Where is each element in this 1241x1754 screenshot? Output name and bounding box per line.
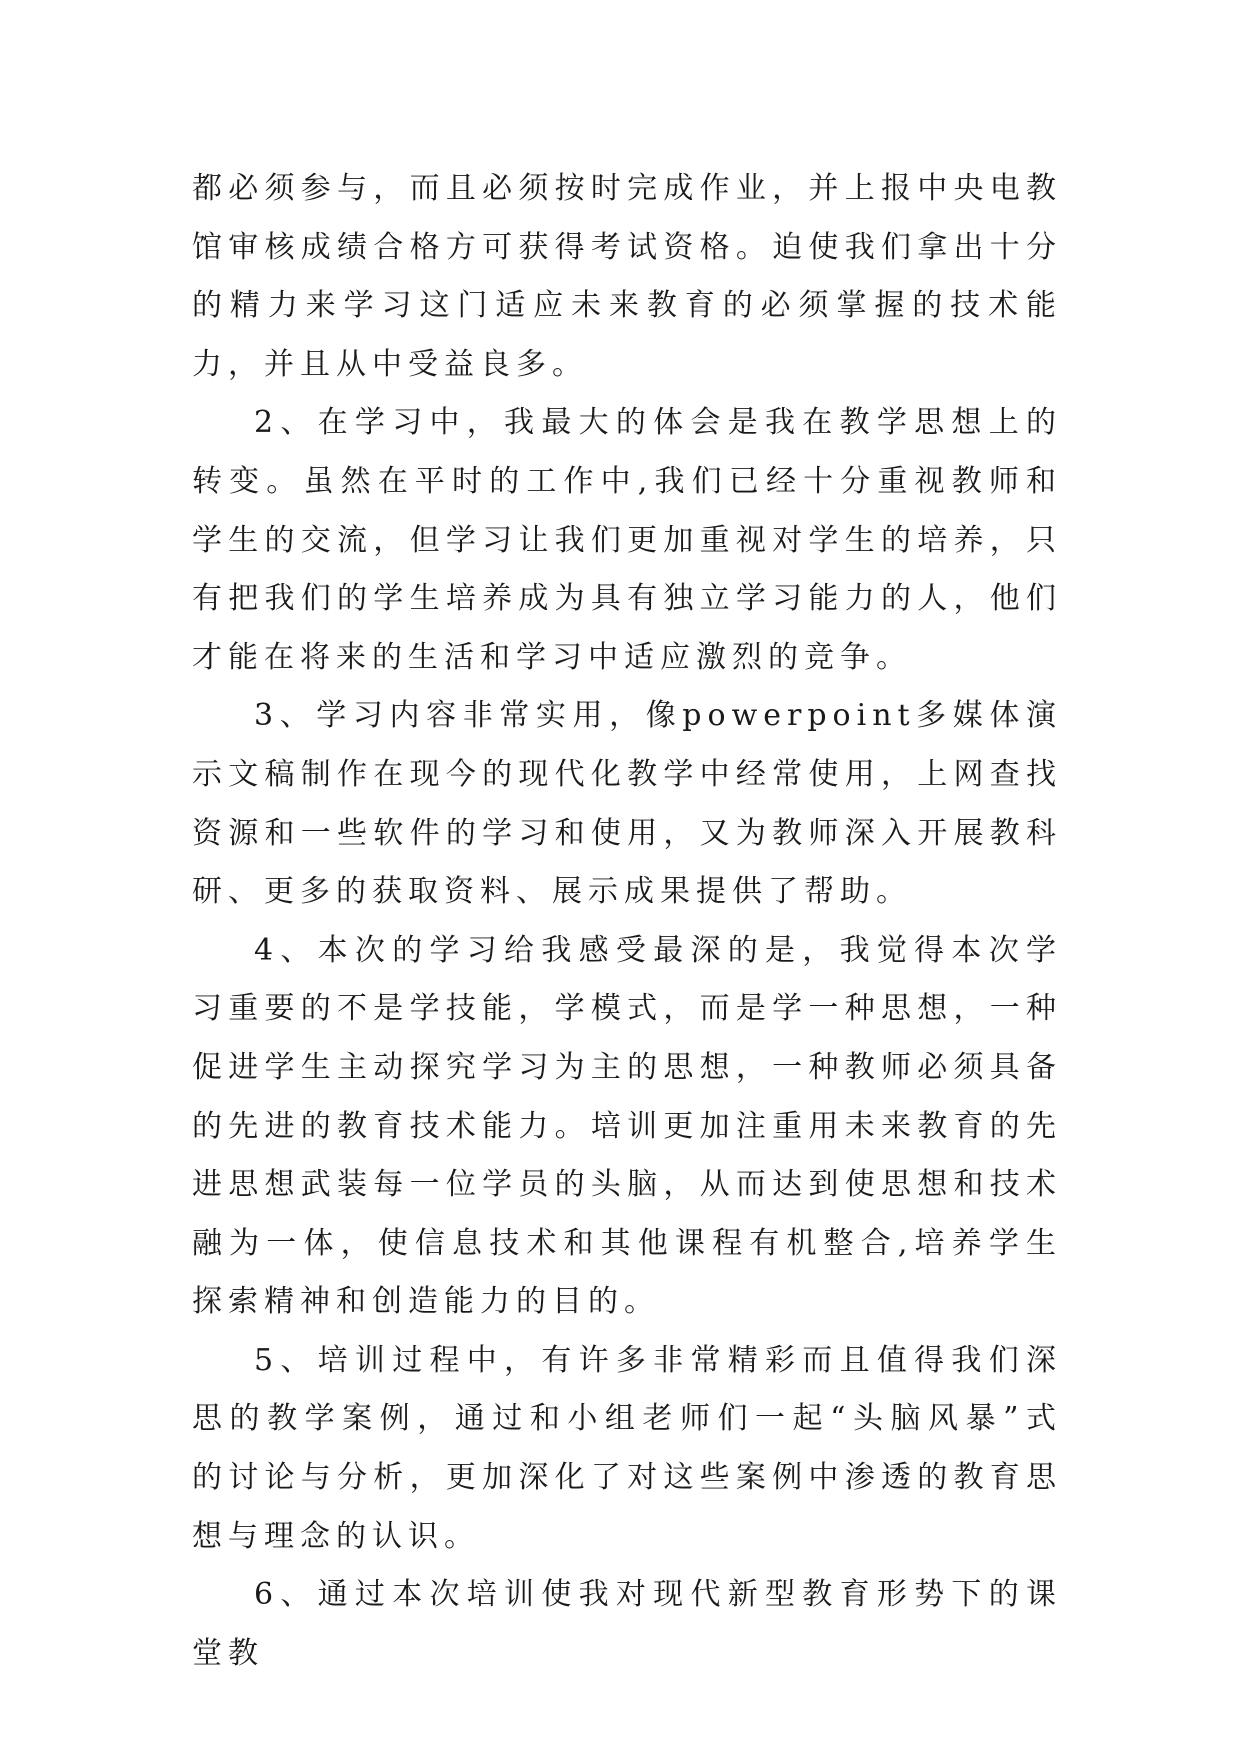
paragraph-3: 3、学习内容非常实用，像powerpoint多媒体演示文稿制作在现今的现代化教学中经常使用，上网查找资源和一些软件的学习和使用，又为教师深入开展教科研、更多的获取资料、展示成果提供了帮助。	[192, 698, 1062, 910]
paragraph-4: 4、本次的学习给我感受最深的是，我觉得本次学习重要的不是学技能，学模式，而是学一种思想，一种促进学生主动探究学习为主的思想，一种教师必须具备的先进的教育技术能力。培训更加注重用未来教育的先进思想武装每一位学员的头脑，从而达到使思想和技术融为一体，使信息技术和其他课程有机整合,培养学生探索精神和创造能力的目的。	[192, 932, 1062, 1320]
paragraph-5: 5、培训过程中，有许多非常精彩而且值得我们深思的教学案例，通过和小组老师们一起“头脑风暴”式的讨论与分析，更加深化了对这些案例中渗透的教育思想与理念的认识。	[192, 1342, 1062, 1554]
document-body	[192, 160, 1062, 1683]
paragraph-2: 2、在学习中，我最大的体会是我在教学思想上的转变。虽然在平时的工作中,我们已经十分重视教师和学生的交流，但学习让我们更加重视对学生的培养，只有把我们的学生培养成为具有独立学习能力的人，他们才能在将来的生活和学习中适应激烈的竞争。	[192, 405, 1062, 675]
paragraph-6: 6、通过本次培训使我对现代新型教育形势下的课堂教	[192, 1577, 1062, 1671]
paragraph-1: 都必须参与，而且必须按时完成作业，并上报中央电教馆审核成绩合格方可获得考试资格。迫使我们拿出十分的精力来学习这门适应未来教育的必须掌握的技术能力，并且从中受益良多。	[192, 171, 1062, 382]
